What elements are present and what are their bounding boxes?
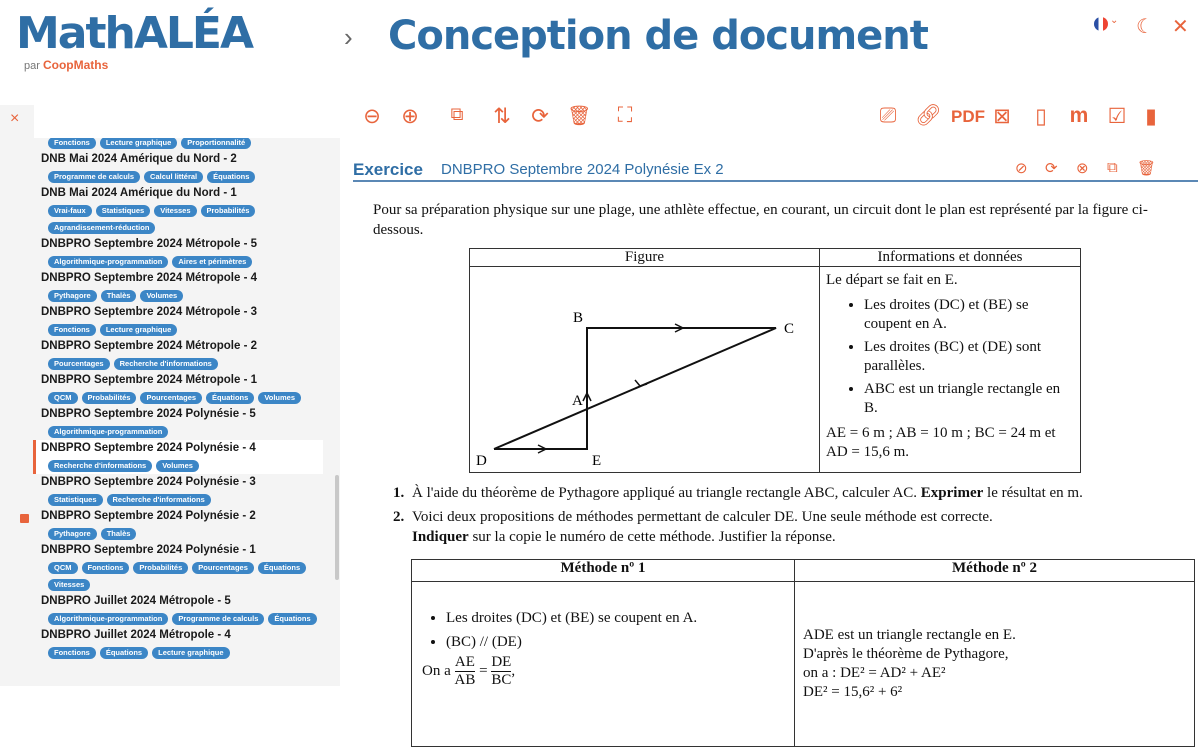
q-num: 2. <box>393 509 405 525</box>
exercise-list-item[interactable] <box>33 338 323 372</box>
zoom-in-icon[interactable]: ⊕ <box>401 105 419 128</box>
info-item: • ABC est un triangle rectangle en B. <box>864 380 1074 418</box>
tag-list <box>41 389 323 406</box>
tag-list <box>41 491 323 508</box>
pdf-icon[interactable]: PDF <box>951 107 985 126</box>
method-item: • Les droites (DC) et (BE) se coupent en A. <box>446 606 784 630</box>
card-icon[interactable]: ▯ <box>1035 105 1047 128</box>
tag[interactable]: Programme de calculs <box>172 613 264 625</box>
tag[interactable]: Pythagore <box>48 290 97 302</box>
tag[interactable]: Algorithmique-programmation <box>48 613 168 625</box>
tag[interactable]: Recherche d'informations <box>114 358 218 370</box>
exercise-name: DNBPRO Septembre 2024 Polynésie Ex 2 <box>441 161 724 178</box>
tag[interactable]: Thalès <box>101 528 137 540</box>
tag-list <box>41 321 323 338</box>
page-title: Conception de document <box>388 13 928 59</box>
figure-header: Figure <box>470 249 820 267</box>
tag[interactable]: Probabilités <box>201 205 256 217</box>
figure-table <box>469 248 1081 473</box>
exercise-title[interactable]: DNBPRO Septembre 2024 Métropole - 1 <box>41 374 258 386</box>
tag-list <box>41 457 323 474</box>
tag-list <box>41 610 323 627</box>
exercise-title[interactable]: DNBPRO Septembre 2024 Polynésie - 1 <box>41 544 256 556</box>
logo-subtitle <box>24 59 108 73</box>
method-item: • (BC) // (DE) <box>446 630 784 654</box>
method-2 <box>795 582 1195 747</box>
logo-by: par <box>24 60 40 72</box>
bookmark-icon[interactable] <box>20 514 29 523</box>
tag[interactable]: Statistiques <box>48 494 103 506</box>
info-item: • Les droites (DC) et (BE) se coupent en A. <box>864 296 1074 334</box>
exercise-list-item[interactable] <box>33 304 323 338</box>
delete-exercise-icon[interactable]: 🗑 <box>1137 160 1157 177</box>
logo[interactable]: MathALÉA <box>16 8 253 59</box>
fraction <box>455 654 476 689</box>
link-icon[interactable]: 🔗︎ <box>915 104 942 127</box>
method-1: • Les droites (DC) et (BE) se coupent en A. • (BC) // (DE) On a $\frac{AE}{AB}$ = $\frac{DE}{BC}$ , <box>412 582 795 747</box>
tag[interactable]: Statistiques <box>96 205 151 217</box>
tag[interactable]: Pythagore <box>48 528 97 540</box>
tag[interactable]: Algorithmique-programmation <box>48 426 168 438</box>
point-D: D <box>476 453 487 467</box>
tag[interactable]: Probabilités <box>133 562 188 574</box>
tag[interactable]: Fonctions <box>82 562 130 574</box>
exercise-title[interactable]: DNBPRO Septembre 2024 Polynésie - 5 <box>41 408 256 420</box>
exercise-list-item[interactable] <box>33 508 323 542</box>
exercise-label: Exercice <box>353 160 423 179</box>
tag[interactable]: Vitesses <box>154 205 196 217</box>
tag-list <box>41 355 323 372</box>
tag[interactable]: Agrandissement-réduction <box>48 222 155 234</box>
tag-list <box>41 168 323 185</box>
tag[interactable]: Fonctions <box>48 138 96 149</box>
info-start: Le départ se fait en E. <box>826 272 958 288</box>
info-cell <box>820 267 1081 473</box>
tag[interactable]: Algorithmique-programmation <box>48 256 168 268</box>
circuit-figure <box>470 267 819 467</box>
exercise-title[interactable]: DNBPRO Septembre 2024 Polynésie - 3 <box>41 476 256 488</box>
dark-mode-moon-icon[interactable]: ☾ <box>1136 16 1154 38</box>
refresh-icon[interactable]: ⟳ <box>531 105 549 128</box>
exercise-intro: Pour sa préparation physique sur une plage, une athlète effectue, en courant, un circuit dont le plan est représenté par la figure ci-dessous. <box>373 202 1148 238</box>
tag[interactable]: Fonctions <box>48 324 96 336</box>
exercise-title[interactable]: DNBPRO Juillet 2024 Métropole - 4 <box>41 629 231 641</box>
exercise-title[interactable]: DNBPRO Juillet 2024 Métropole - 5 <box>41 595 231 607</box>
tag-list <box>41 644 323 661</box>
question-1 <box>393 483 1198 503</box>
logo-brand: CoopMaths <box>42 58 109 72</box>
exercise-list-item[interactable] <box>33 406 323 440</box>
tag[interactable]: Vrai-faux <box>48 205 92 217</box>
tag[interactable]: Volumes <box>258 392 301 404</box>
exercise-list-item[interactable] <box>33 542 323 593</box>
on-a: On a <box>422 662 451 679</box>
tag[interactable]: Proportionnalité <box>181 138 251 149</box>
checklist-icon[interactable]: ☑ <box>1107 105 1127 128</box>
q-bold: Exprimer <box>920 485 984 501</box>
tag[interactable]: Recherche d'informations <box>107 494 211 506</box>
latex-icon[interactable]: ⊠ <box>993 105 1011 128</box>
tag[interactable]: Équations <box>100 647 148 659</box>
tag-list <box>41 253 323 270</box>
exercise-list-item[interactable] <box>33 270 323 304</box>
tag[interactable]: Équations <box>206 392 254 404</box>
exercise-list-item[interactable] <box>33 185 323 236</box>
fraction <box>491 654 511 689</box>
exercise-list-item[interactable] <box>33 138 323 151</box>
slideshow-icon[interactable]: ⎚ <box>879 104 897 127</box>
exercise-title[interactable]: DNB Mai 2024 Amérique du Nord - 2 <box>41 153 237 165</box>
method-line: ADE est un triangle rectangle en E. <box>803 627 1016 643</box>
language-flag-icon[interactable] <box>1094 17 1108 31</box>
info-item: • Les droites (BC) et (DE) sont parallèles. <box>864 338 1074 376</box>
tag[interactable]: Vitesses <box>48 579 90 591</box>
check-icon[interactable]: ⊘ <box>1015 160 1028 177</box>
method-1-header: Méthode nº 1 <box>412 560 795 582</box>
exercise-list-item[interactable] <box>33 593 323 627</box>
tag[interactable]: Programme de calculs <box>48 171 140 183</box>
tag[interactable]: Équations <box>207 171 255 183</box>
point-B: B <box>573 310 584 326</box>
tag-list <box>41 525 323 542</box>
exercise-list-item[interactable] <box>33 474 323 508</box>
methods-table <box>411 559 1195 747</box>
exercise-list-item[interactable] <box>33 151 323 185</box>
numerator: DE <box>491 654 512 670</box>
tag-list <box>41 287 323 304</box>
figure-cell <box>470 267 820 473</box>
question-2 <box>393 507 1198 547</box>
tag-list <box>41 138 323 151</box>
hide-icon[interactable]: ⊗ <box>1076 160 1089 177</box>
exercise-title[interactable]: DNBPRO Septembre 2024 Métropole - 2 <box>41 340 258 352</box>
questions <box>393 483 1198 747</box>
q-text: À l'aide du théorème de Pythagore appliqué au triangle rectangle ABC, calculer AC. <box>412 485 918 501</box>
close-sidebar-icon[interactable]: × <box>10 110 20 127</box>
export-file-icon[interactable]: ▮ <box>1145 105 1157 128</box>
exercise-title[interactable]: DNBPRO Septembre 2024 Métropole - 3 <box>41 306 258 318</box>
exercise-title[interactable]: DNBPRO Septembre 2024 Polynésie - 4 <box>41 442 256 454</box>
sidebar-scrollbar[interactable] <box>335 475 339 580</box>
q-end: le résultat en m. <box>987 485 1083 501</box>
tag[interactable]: Aires et périmètres <box>172 256 252 268</box>
exercise-list-item[interactable] <box>33 440 323 474</box>
fullscreen-icon[interactable]: ⛶ <box>617 104 633 127</box>
close-icon[interactable]: ✕ <box>1172 16 1189 38</box>
exercise-title[interactable]: DNB Mai 2024 Amérique du Nord - 1 <box>41 187 237 199</box>
tag[interactable]: QCM <box>48 562 78 574</box>
tag[interactable]: Lecture graphique <box>100 324 177 336</box>
tag-list <box>41 202 323 236</box>
tag[interactable]: Recherche d'informations <box>48 460 152 472</box>
tag[interactable]: Fonctions <box>48 647 96 659</box>
tag[interactable]: Calcul littéral <box>144 171 203 183</box>
trash-icon[interactable]: 🗑 <box>566 106 592 127</box>
chevron-down-icon[interactable]: ⌄ <box>1110 15 1119 26</box>
q-bold: Indiquer <box>412 529 469 545</box>
q-text: Voici deux propositions de méthodes permettant de calculer DE. Une seule méthode est correcte. <box>412 509 993 525</box>
exercise-title[interactable]: DNBPRO Septembre 2024 Métropole - 5 <box>41 238 258 250</box>
tag[interactable]: Lecture graphique <box>100 138 177 149</box>
tag[interactable]: QCM <box>48 392 78 404</box>
method-line: on a : DE² = AD² + AE² <box>803 665 946 681</box>
tag[interactable]: Pourcentages <box>192 562 254 574</box>
zoom-out-icon[interactable]: ⊖ <box>363 105 381 128</box>
tag[interactable]: Équations <box>268 613 316 625</box>
point-E: E <box>592 453 602 467</box>
q-num: 1. <box>393 485 405 501</box>
method-line: DE² = 15,6² + 6² <box>803 684 903 700</box>
tag-list <box>41 559 323 593</box>
point-C: C <box>784 321 795 337</box>
exercise-list-item[interactable] <box>33 627 323 661</box>
tag[interactable]: Volumes <box>140 290 183 302</box>
duplicate-icon[interactable]: ⧉ <box>1107 159 1118 176</box>
breadcrumb-separator: › <box>344 22 353 52</box>
toggle-layout-icon[interactable]: ⧉ <box>450 104 464 124</box>
numerator: AE <box>454 654 475 670</box>
tag[interactable]: Thalès <box>101 290 137 302</box>
sidebar-rail <box>0 105 34 686</box>
tag[interactable]: Lecture graphique <box>152 647 229 659</box>
method-2-header: Méthode nº 2 <box>795 560 1195 582</box>
tag[interactable]: Équations <box>258 562 306 574</box>
tag-list <box>41 423 323 440</box>
exercise-title[interactable]: DNBPRO Septembre 2024 Métropole - 4 <box>41 272 258 284</box>
moodle-icon[interactable]: m <box>1069 104 1089 127</box>
refresh-exercise-icon[interactable]: ⟳ <box>1045 160 1058 177</box>
method-line: D'après le théorème de Pythagore, <box>803 646 1009 662</box>
tag[interactable]: Pourcentages <box>48 358 110 370</box>
exercise-list-item[interactable] <box>33 236 323 270</box>
exercise-header <box>353 158 1198 182</box>
tag[interactable]: Volumes <box>156 460 199 472</box>
point-A: A <box>572 393 583 409</box>
denominator: AB <box>454 672 476 688</box>
exercise-title[interactable]: DNBPRO Septembre 2024 Polynésie - 2 <box>41 510 256 522</box>
tag[interactable]: Probabilités <box>82 392 137 404</box>
info-end: AE = 6 m ; AB = 10 m ; BC = 24 m et AD = 15,6 m. <box>826 425 1056 460</box>
denominator: BC <box>491 672 512 688</box>
tag[interactable]: Pourcentages <box>140 392 202 404</box>
info-header: Informations et données <box>820 249 1081 267</box>
exercise-list <box>33 138 340 686</box>
sort-icon[interactable]: ⇅ <box>493 105 511 128</box>
exercise-list-item[interactable] <box>33 372 323 406</box>
q-end: sur la copie le numéro de cette méthode. Justifier la réponse. <box>472 529 836 545</box>
